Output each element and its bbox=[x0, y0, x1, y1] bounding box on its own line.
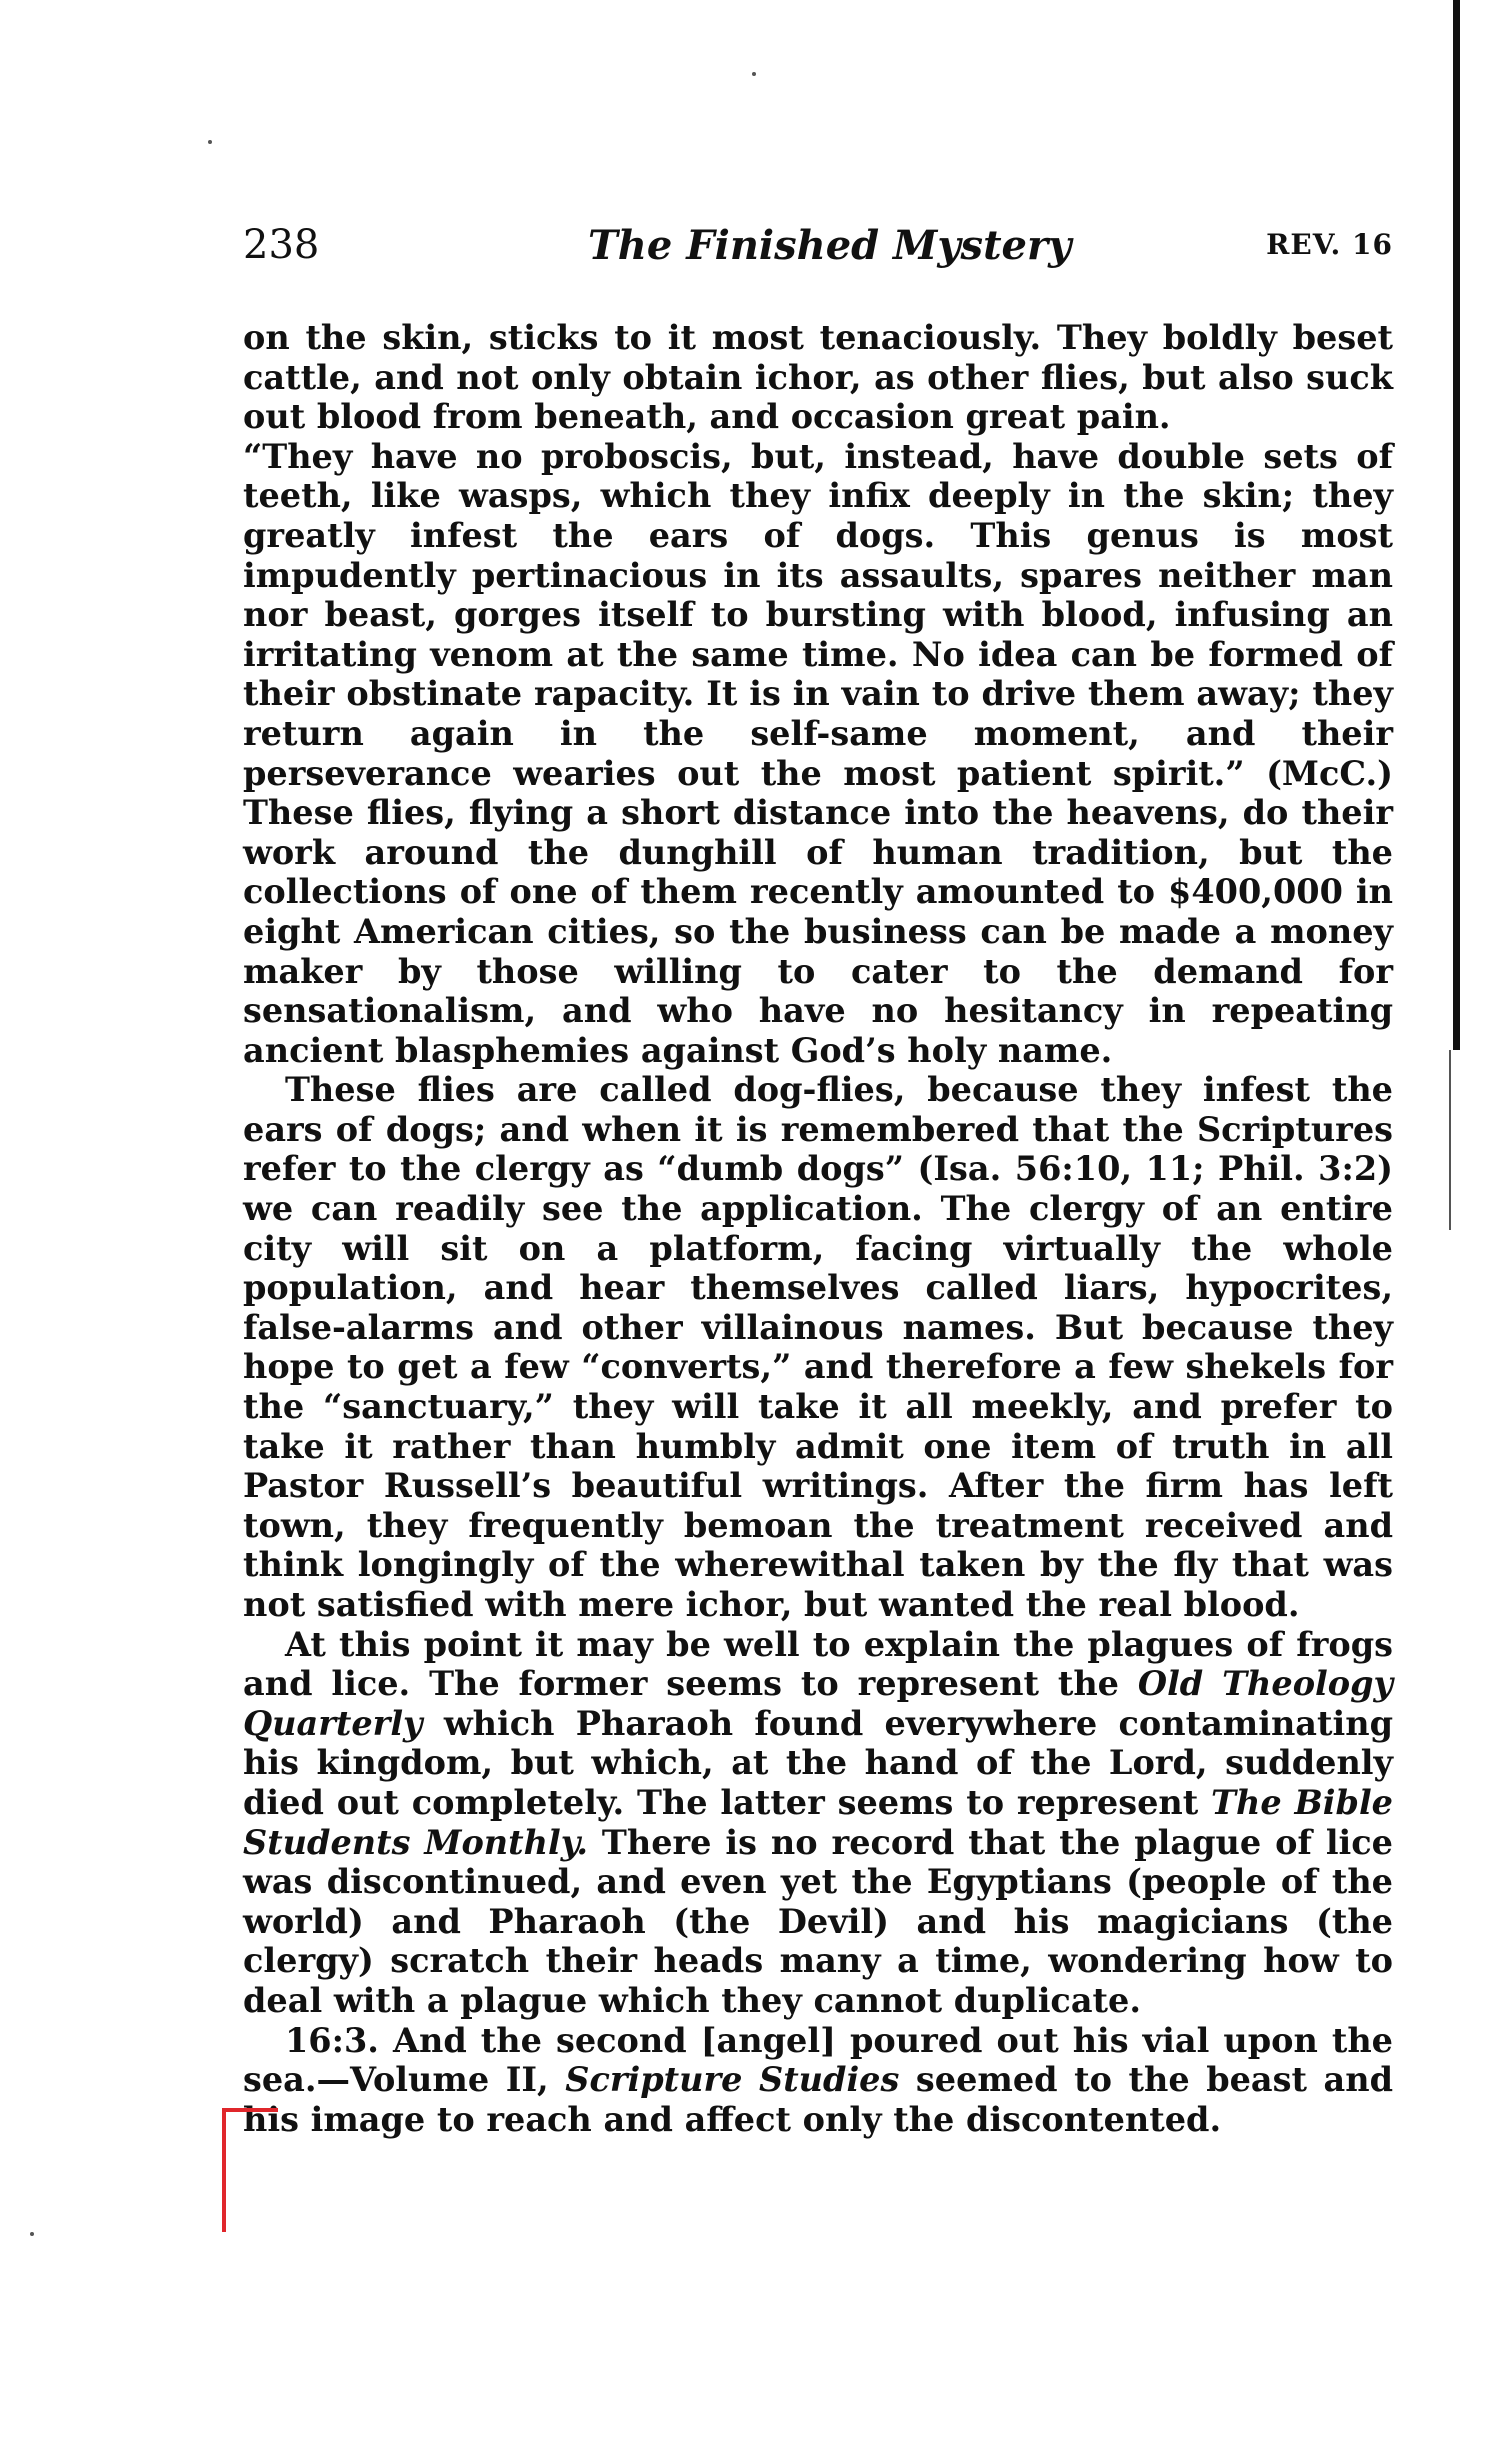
paragraph-1: on the skin, sticks to it most tenaciously. They boldly beset cattle, and not only obtain ichor, as other flies, but also suck out blood from beneath, and occasion great pain. bbox=[243, 318, 1393, 437]
running-title: The Finished Mystery bbox=[588, 222, 1072, 269]
scan-speck bbox=[30, 2232, 34, 2236]
scan-speck bbox=[752, 72, 756, 76]
paragraph-5 bbox=[243, 2021, 1393, 2140]
paragraph-4-italic-1: Old Theology Quarterly bbox=[243, 1664, 1394, 1743]
paragraph-5-italic: Scripture Studies bbox=[565, 2060, 900, 2100]
paragraph-4-text-3: There is no record that the plague of lice was discontinued, and even yet the Egyptians (people of the world) and Pharaoh (the Devil) and his magicians (the clergy) scratch their heads many a time, wondering how to deal with a plague which they cannot duplicate. bbox=[243, 1822, 1393, 2020]
page-number: 238 bbox=[243, 222, 320, 268]
paragraph-3: These flies are called dog-flies, because they infest the ears of dogs; and when it is remembered that the Scriptures refer to the clergy as “dumb dogs” (Isa. 56:10, 11; Phil. 3:2) we can readily see the application. The clergy of an entire city will sit on a platform, facing virtually the whole population, and hear themselves called liars, hypocrites, false-alarms and other villainous names. But because they hope to get a few “converts,” and therefore a few shekels for the “sanctuary,” they will take it all meekly, and prefer to take it rather than humbly admit one item of truth in all Pastor Russell’s beautiful writings. After the firm has left town, they frequently bemoan the treatment received and think longingly of the wherewithal taken by the fly that was not satisfied with mere ichor, but wanted the real blood. bbox=[243, 1070, 1393, 1624]
scan-edge-rule-thin bbox=[1449, 1050, 1451, 1230]
paragraph-5-text-1: —Volume II, bbox=[316, 2060, 566, 2100]
paragraph-2: “They have no proboscis, but, instead, have double sets of teeth, like wasps, which they infix deeply in the skin; they greatly infest the ears of dogs. This genus is most impudently pertinacious in its assaults, spares neither man nor beast, gorges itself to bursting with blood, infusing an irritating venom at the same time. No idea can be formed of their obstinate rapacity. It is in vain to drive them away; they return again in the self-same moment, and their perseverance wearies out the most patient spirit.” (McC.) These flies, flying a short distance into the heavens, do their work around the dunghill of human tradition, but the collections of one of them recently amounted to $400,000 in eight American cities, so the business can be made a money maker by those willing to cater to the demand for sensationalism, and who have no hesitancy in repeating ancient blasphemies against God’s holy name. bbox=[243, 436, 1393, 1070]
body-text bbox=[243, 318, 1393, 2139]
paragraph-4-text-1: At this point it may be well to explain the plagues of frogs and lice. The former seems to represent the bbox=[243, 1624, 1393, 1704]
red-margin-bracket bbox=[222, 2108, 278, 2232]
section-reference: REV. 16 bbox=[1266, 228, 1393, 261]
paragraph-4-text-2: which Pharaoh found everywhere contaminating his kingdom, but which, at the hand of the Lord, suddenly died out completely. The latter seems to represent bbox=[243, 1703, 1393, 1822]
page-header bbox=[243, 222, 1393, 282]
paragraph-5-text-2: seemed to the beast and his image to reach and affect only the discontented. bbox=[243, 2060, 1394, 2139]
scan-edge-rule bbox=[1453, 0, 1460, 1050]
paragraph-4-italic-2: The Bible Students Monthly. bbox=[243, 1782, 1393, 1862]
verse-citation: 16:3. And the second [angel] poured out his vial upon the sea. bbox=[243, 2020, 1393, 2100]
scan-speck bbox=[208, 140, 212, 144]
paragraph-4 bbox=[243, 1625, 1393, 2021]
